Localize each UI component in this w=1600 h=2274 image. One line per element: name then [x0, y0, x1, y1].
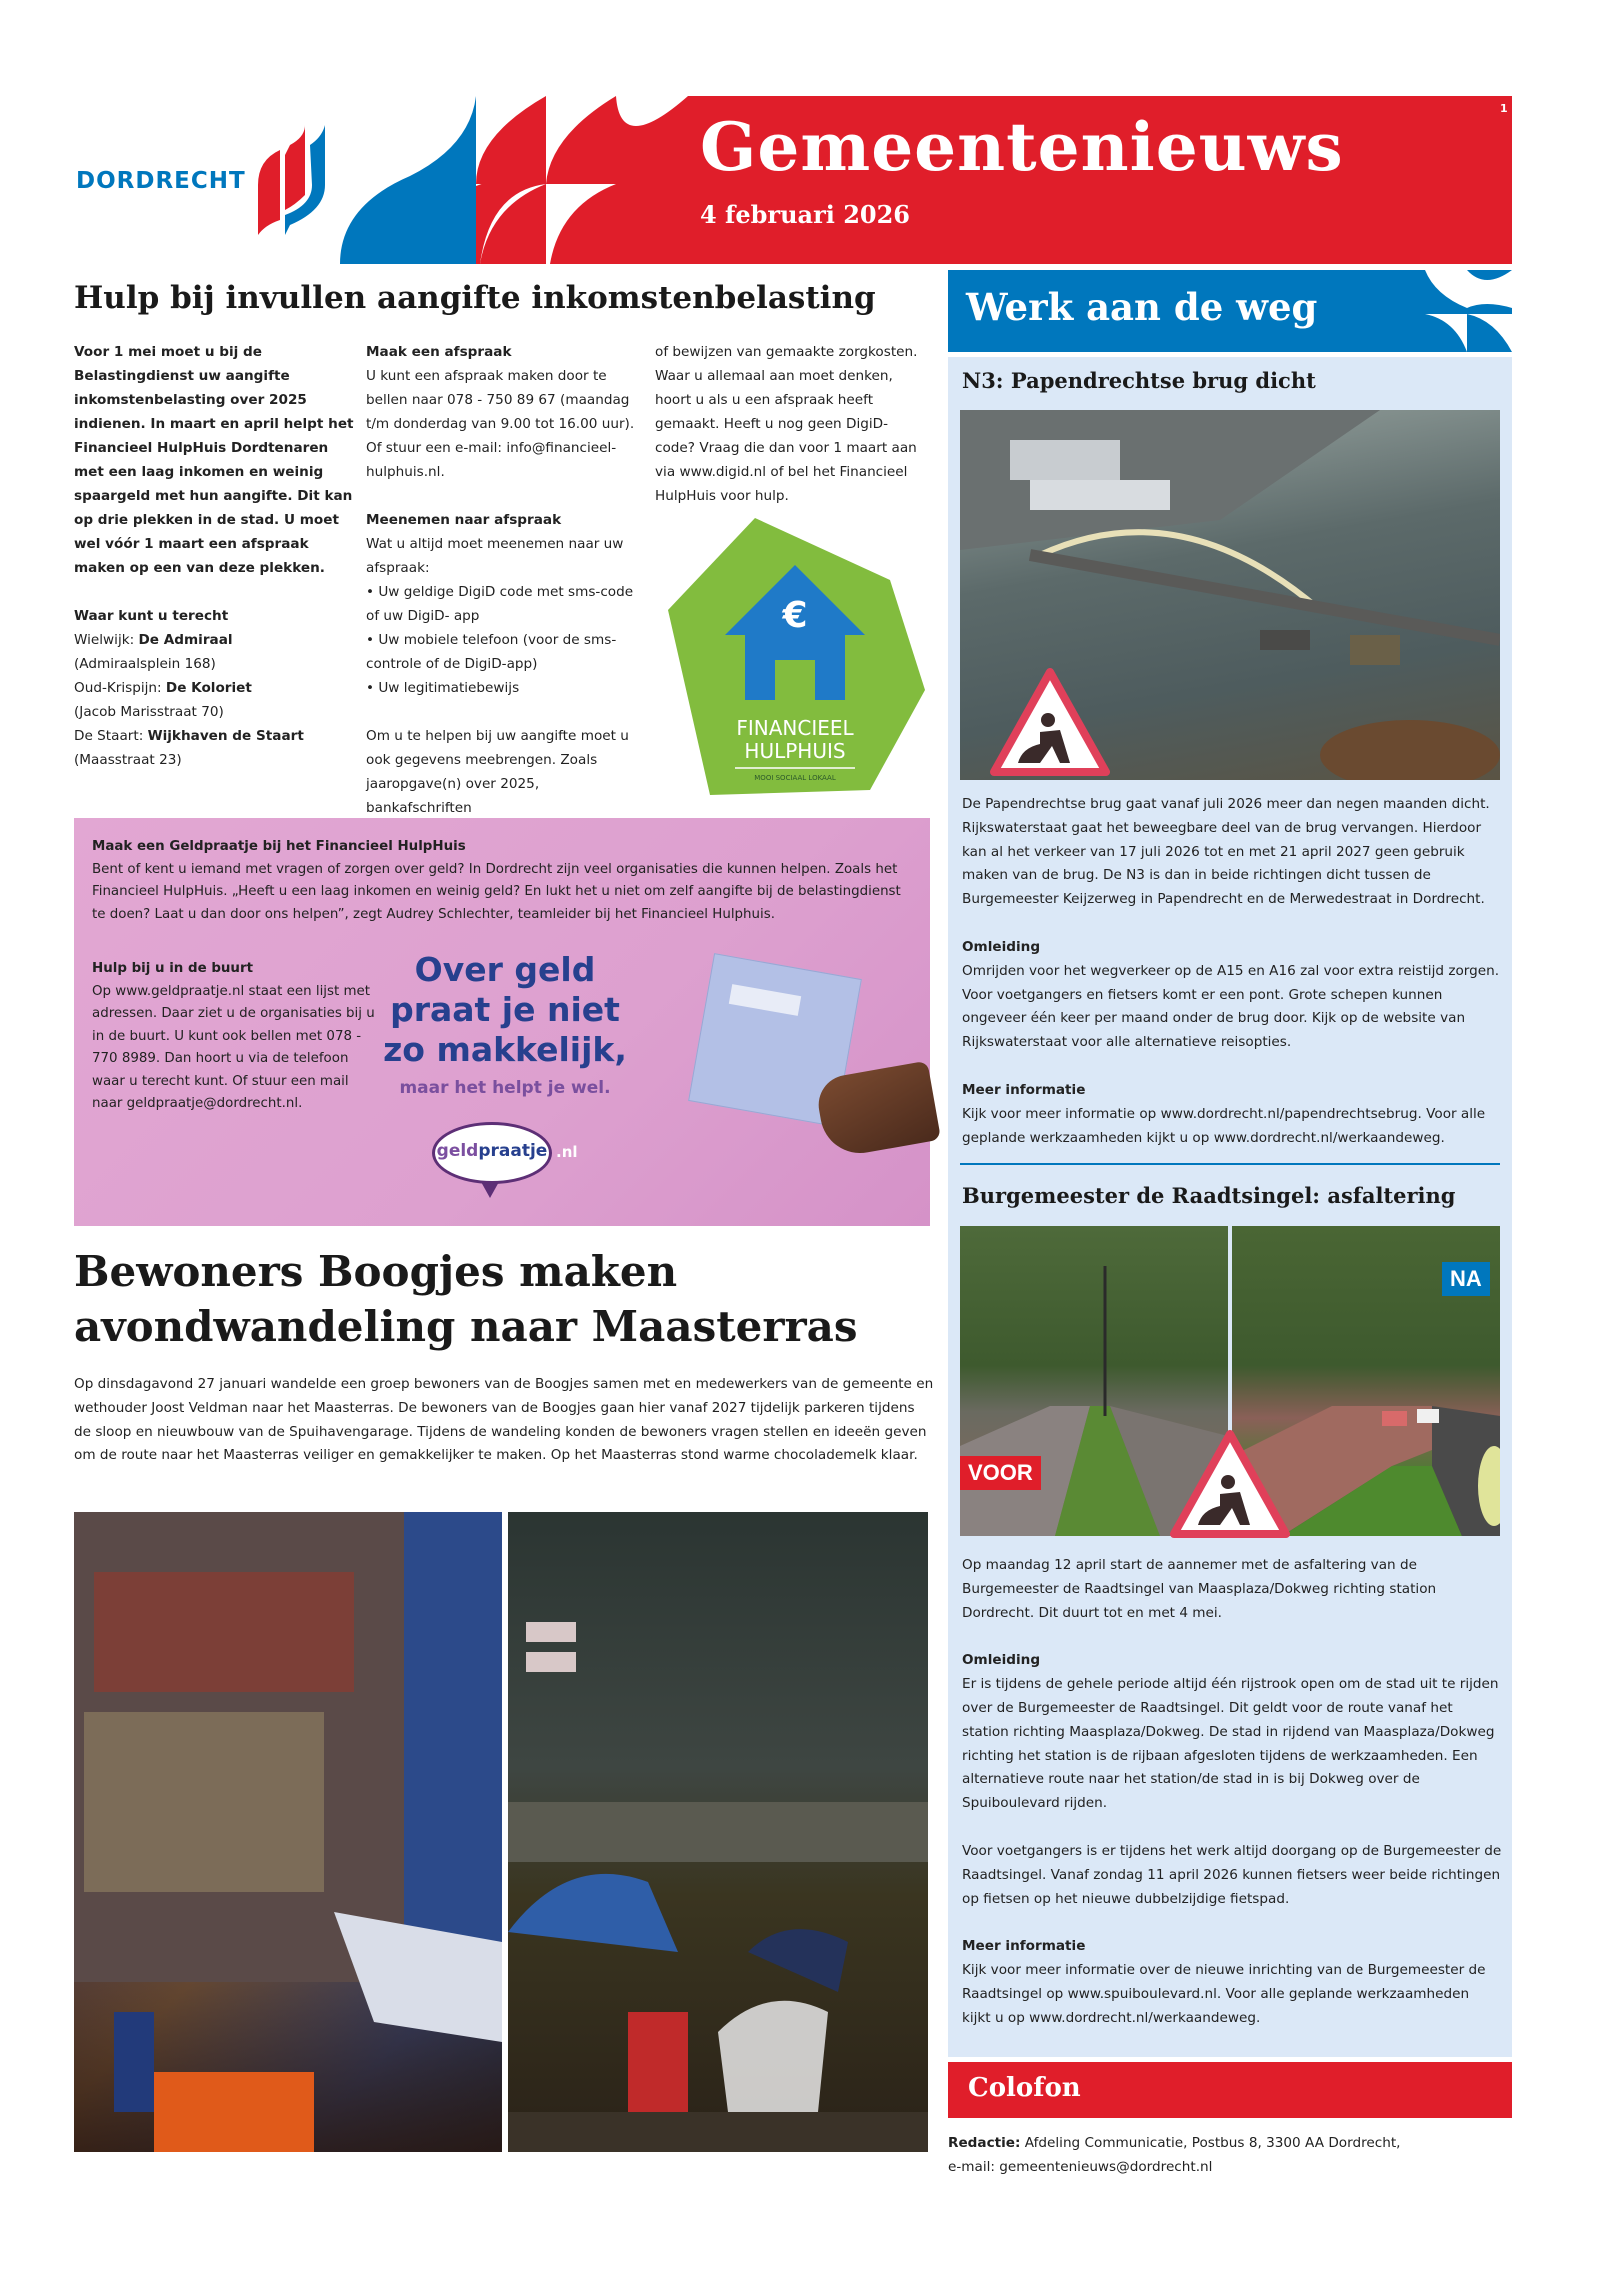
masthead-title: Gemeentenieuws: [700, 108, 1344, 186]
n3-info-text: Kijk voor meer informatie op www.dordrecht.nl/papendrechtsebrug. Voor alle geplande werkzaamheden kijkt u op www.dordrecht.nl/werkaandeweg.: [962, 1105, 1486, 1146]
colofon-title: Colofon: [968, 2073, 1081, 2103]
geldpraatje-intro-text: Bent of kent u iemand met vragen of zorgen over geld? In Dordrecht zijn veel organisaties die kunnen helpen. Zoals het Financieel HulpHuis. „Heeft u een laag inkomen en weinig geld? En lukt het u niet om zelf aangifte bij de belastingdienst te doen? Laat u dan door ons helpen”, zegt Audrey Schlechter, teamleider bij het Financieel Hulphuis.: [92, 861, 901, 922]
geldpraatje-heading: Maak een Geldpraatje bij het Financieel HulpHuis: [92, 839, 466, 854]
colofon-body: [948, 2132, 1512, 2180]
n3-body: De Papendrechtse brug gaat vanaf juli 2026 meer dan negen maanden dicht. Rijkswaterstaat gaat het beweegbare deel van de brug vervangen. Hierdoor kan al het verkeer van 17 juli 2026 tot en met 21 april 2027 geen gebruik maken van de brug. De N3 is dan in beide richtingen dicht tussen de Burgemeester Keijzerweg in Papendrecht en de Merwedestraat in Dordrecht.: [962, 796, 1490, 908]
section-divider: [960, 1163, 1500, 1165]
header-wave-decoration: [340, 96, 688, 264]
raadtsingel-info-heading: Meer informatie: [962, 1938, 1086, 1955]
locations-heading: Waar kunt u terecht: [74, 608, 229, 624]
raadtsingel-detour-text: Er is tijdens de gehele periode altijd één rijstrook open om de stad uit te rijden over de Burgemeester de Raadtsingel. Dit geldt voor de route vanaf het station richting Maasplaza/Dokweg. De stad in rijdend van Maasplaza/Dokweg richting het station is de rijbaan afgesloten tijdens de werkzaamheden. Een alternatieve route naar het station/de stad in is bij Dokweg over de Spuiboulevard rijden.: [962, 1676, 1499, 1812]
colofon-label: Redactie:: [948, 2135, 1021, 2151]
geldpraatje-brand: geldpraatje: [436, 1141, 548, 1161]
article1-column-2: [366, 340, 646, 844]
location-address: (Admiraalsplein 168): [74, 656, 216, 672]
raadtsingel-body: Op maandag 12 april start de aannemer met de asfaltering van de Burgemeester de Raadtsingel van Maasplaza/Dokweg richting station Dordrecht. Dit duurt tot en met 4 mei.: [962, 1557, 1437, 1621]
issue-date: 4 februari 2026: [700, 200, 910, 229]
article2-body: Op dinsdagavond 27 januari wandelde een groep bewoners van de Boogjes samen met en medewerkers van de gemeente en wethouder Joost Veldman naar het Maasterras. De bewoners van de Boogjes gaan hier vanaf 2027 tijdelijk parkeren tijdens de sloop en nieuwbouw van de Spuihavengarage. Tijdens de wandeling konden de bewoners vragen stellen en ideeën geven om de route naar het Maasterras veiliger en gemakkelijker te maken. Op het Maasterras stond warme chocolademelk klaar.: [74, 1376, 934, 1464]
raadtsingel-info-text: Kijk voor meer informatie over de nieuwe inrichting van de Burgemeester de Raadtsingel op www.spuiboulevard.nl. Voor alle geplande werkzaamheden kijkt u op www.dordrecht.nl/werkaandeweg.: [962, 1962, 1486, 2026]
photo-graffiti-market: [74, 1512, 502, 2152]
location-address: (Maasstraat 23): [74, 752, 182, 768]
colofon-email: e-mail: gemeentenieuws@dordrecht.nl: [948, 2158, 1213, 2175]
appointment-text: U kunt een afspraak maken door te bellen naar 078 - 750 89 67 (maandag t/m donderdag van 9.00 tot 16.00 uur). Of stuur een e-mail: info@financieel-hulphuis.nl.: [366, 368, 635, 480]
financieel-hulphuis-logo: [660, 510, 930, 795]
dordrecht-logo-text: DORDRECHT: [76, 168, 246, 194]
article-title-boogjes: Bewoners Boogjes maken avondwandeling naar Maasterras: [74, 1247, 858, 1351]
article1-column-3: [655, 340, 925, 532]
geldpraatje-intro: [92, 836, 912, 926]
roadwork-sign-icon: [1170, 1430, 1290, 1538]
help-text: Op www.geldpraatje.nl staat een lijst met adressen. Daar ziet u de organisaties bij u in de buurt. U kunt ook bellen met 078 - 770 8989. Dan hoort u via de telefoon waar u terecht kunt. Of stuur een mail naar geldpraatje@dordrecht.nl.: [92, 983, 375, 1111]
fh-logo-line1: FINANCIEEL: [736, 716, 854, 740]
location-item: Oud-Krispijn: De Koloriet: [74, 680, 252, 696]
help-heading: Hulp bij u in de buurt: [92, 961, 253, 976]
colofon-address: Afdeling Communicatie, Postbus 8, 3300 AA Dordrecht,: [1024, 2135, 1401, 2151]
raadtsingel-pedestrian-text: Voor voetgangers is er tijdens het werk altijd doorgang op de Burgemeester de Raadtsingel. Vanaf zondag 11 april 2026 kunnen fietsers weer beide richtingen op fietsen op het nieuwe dubbelzijdige fietspad.: [962, 1842, 1502, 1907]
n3-detour-heading: Omleiding: [962, 938, 1041, 955]
location-item: Wielwijk: De Admiraal: [74, 632, 233, 648]
n3-title: N3: Papendrechtse brug dicht: [962, 368, 1316, 393]
roadwork-sign-icon: [990, 668, 1110, 776]
dordrecht-logo-icon: [250, 125, 330, 235]
ad-slogan: Over geld praat je niet zo makkelijk,: [383, 950, 627, 1069]
article1-column-1: [74, 340, 354, 772]
fh-logo-line2: HULPHUIS: [744, 739, 846, 763]
geldpraatje-help: [92, 958, 382, 1116]
bring-item: • Uw legitimatiebewijs: [366, 680, 520, 696]
raadtsingel-content: [962, 1554, 1502, 2031]
continued-text: of bewijzen van gemaakte zorgkosten. Waar u allemaal aan moet denken, hoort u als u een afspraak heeft gemaakt. Heeft u nog geen DigiD-code? Vraag die dan voor 1 maart aan via www.digid.nl of bel het Financieel HulpHuis voor hulp.: [655, 344, 918, 504]
bring-intro: Wat u altijd moet meenemen naar uw afspraak:: [366, 536, 624, 576]
label-after: NA: [1442, 1262, 1490, 1296]
location-address: (Jacob Marisstraat 70): [74, 704, 224, 720]
bring-item: • Uw mobiele telefoon (voor de sms-controle of de DigiD-app): [366, 632, 617, 672]
raadtsingel-title: Burgemeester de Raadtsingel: asfaltering: [962, 1183, 1456, 1208]
n3-content: [962, 793, 1502, 1150]
geldpraatje-tld: .nl: [556, 1143, 578, 1161]
ad-sub-slogan: maar het helpt je wel.: [399, 1078, 611, 1098]
wave-decoration-icon: [1425, 270, 1512, 352]
article-title-aangifte: Hulp bij invullen aangifte inkomstenbelasting: [74, 280, 876, 316]
raadtsingel-detour-heading: Omleiding: [962, 1652, 1041, 1669]
location-item: De Staart: Wijkhaven de Staart: [74, 728, 304, 744]
bring-heading: Meenemen naar afspraak: [366, 512, 562, 528]
fh-logo-tagline: MOOI SOCIAAL LOKAAL: [754, 774, 836, 782]
appointment-heading: Maak een afspraak: [366, 344, 512, 360]
label-before: VOOR: [960, 1456, 1041, 1490]
photo-papendrechtse-brug: [960, 410, 1500, 780]
werk-aan-de-weg-title: Werk aan de weg: [966, 285, 1318, 329]
photo-rainy-walk: [508, 1512, 928, 2152]
article1-intro: Voor 1 mei moet u bij de Belastingdienst uw aangifte inkomstenbelasting over 2025 indienen. In maart en april helpt het Financieel HulpHuis Dordtenaren met een laag inkomen en weinig spaargeld met hun aangifte. Dit kan op drie plekken in de stad. U moet wel vóór 1 maart een afspraak maken op een van deze plekken.: [74, 344, 354, 576]
n3-info-heading: Meer informatie: [962, 1081, 1086, 1098]
extra-text: Om u te helpen bij uw aangifte moet u ook gegevens meebrengen. Zoals jaaropgave(n) over 2025, bankafschriften: [366, 728, 629, 816]
bring-item: • Uw geldige DigiD code met sms-code of uw DigiD- app: [366, 584, 634, 624]
page-number: 1: [1500, 102, 1508, 115]
svg-text:€: €: [782, 595, 808, 636]
n3-detour-text: Omrijden voor het wegverkeer op de A15 en A16 zal voor extra reistijd zorgen. Voor voetgangers en fietsers komt er een pont. Grote schepen kunnen ongeveer één keer per maand onder de brug door. Kijk op de website van Rijkswaterstaat voor alle alternatieve reisopties.: [962, 962, 1500, 1051]
